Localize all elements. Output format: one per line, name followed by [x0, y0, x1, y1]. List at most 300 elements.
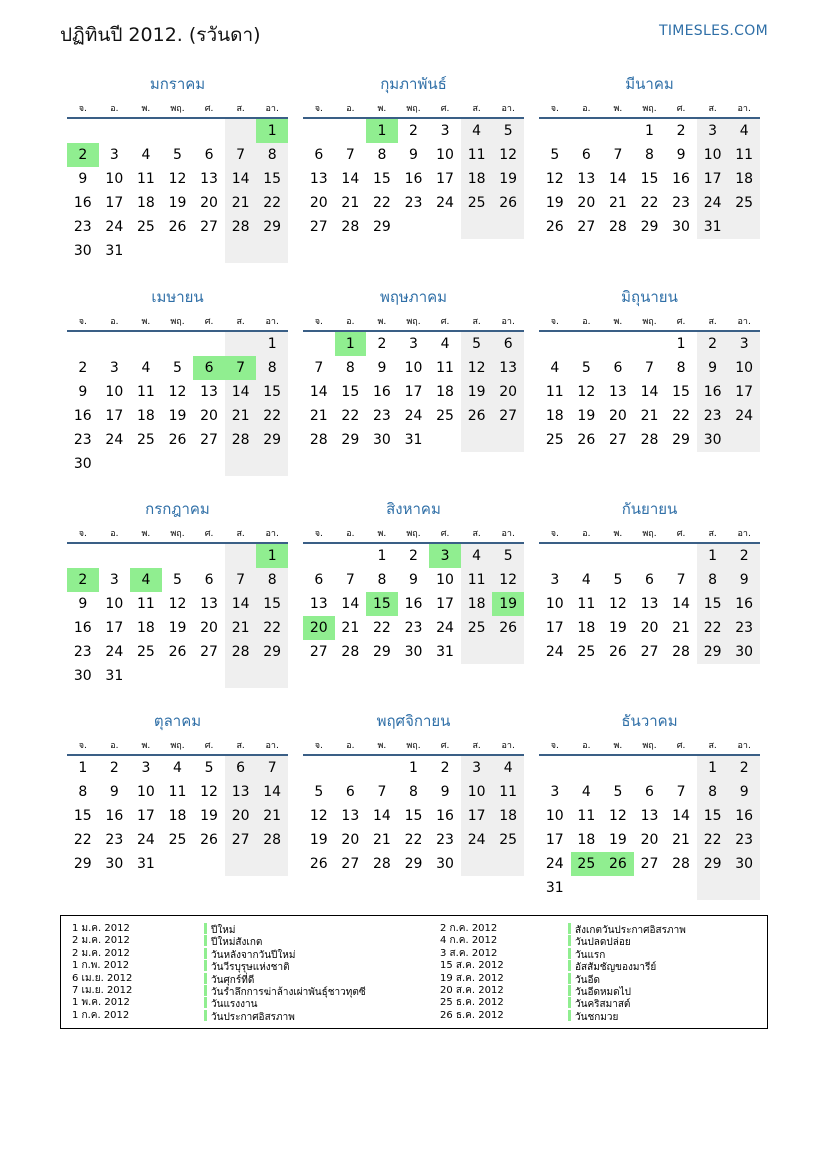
- day-cell: 11: [577, 808, 596, 824]
- weekday-header: อา.: [501, 741, 515, 751]
- weekend-empty-cell: [492, 852, 524, 876]
- day-cell: 8: [697, 568, 729, 592]
- brand-logo-text[interactable]: TIMESLES.COM: [659, 23, 768, 39]
- day-cell: 25: [728, 191, 760, 215]
- day-cell: 14: [672, 808, 690, 824]
- day-cell: 16: [436, 808, 454, 824]
- day-cell: 5: [173, 572, 182, 588]
- day-cell: 2: [440, 760, 450, 776]
- month-name: พฤษภาคม: [379, 287, 448, 306]
- holiday-name-row: [568, 997, 686, 1009]
- day-cell: 26: [461, 404, 493, 428]
- holiday-name-row: [204, 935, 366, 947]
- holiday-day-cell: 20: [303, 616, 335, 640]
- month-9: [539, 497, 760, 697]
- day-cell: 7: [613, 147, 623, 163]
- day-cell: 9: [728, 568, 760, 592]
- holiday-marker-icon: [204, 960, 207, 971]
- day-cell: 26: [545, 219, 564, 235]
- month-10: [67, 709, 288, 909]
- holiday-day-cell: 1: [366, 119, 398, 143]
- weekend-empty-cell: [461, 428, 493, 452]
- weekday-header: พ.: [141, 104, 151, 114]
- day-cell: 30: [372, 431, 391, 448]
- day-cell: 5: [613, 572, 623, 588]
- day-cell: 14: [372, 808, 391, 824]
- day-cell: 21: [672, 620, 690, 636]
- holiday-date: 20 ส.ค. 2012: [440, 984, 504, 996]
- day-cell: 27: [225, 828, 257, 852]
- holiday-name: วันหลังจากวันปีใหม่: [211, 949, 296, 961]
- holiday-marker-icon: [568, 1010, 571, 1021]
- day-cell: 1: [377, 548, 387, 564]
- weekday-header: อา.: [737, 529, 751, 539]
- day-cell: 5: [492, 119, 524, 143]
- holiday-names-column-2: [568, 923, 686, 1022]
- holiday-name: วันประกาศอิสรภาพ: [211, 1011, 295, 1023]
- day-cell: 8: [377, 572, 387, 588]
- day-cell: 3: [109, 147, 119, 163]
- weekday-header: ส.: [236, 316, 245, 327]
- day-cell: 30: [73, 668, 92, 684]
- day-cell: 29: [672, 431, 690, 448]
- day-cell: 2: [377, 335, 387, 352]
- day-cell: 24: [697, 191, 729, 215]
- weekday-header: จ.: [78, 104, 87, 114]
- day-cell: 30: [728, 640, 760, 664]
- weekday-header: ศ.: [440, 529, 450, 539]
- day-cell: 10: [545, 808, 564, 824]
- day-cell: 29: [73, 856, 92, 872]
- weekday-header: พ.: [613, 316, 623, 327]
- month-12: [539, 709, 760, 909]
- holiday-marker-icon: [568, 985, 571, 996]
- weekday-header: ศ.: [204, 104, 214, 114]
- day-cell: 19: [608, 620, 627, 636]
- holiday-name-row: [204, 1010, 366, 1022]
- holiday-marker-icon: [568, 935, 571, 946]
- weekday-header: ศ.: [440, 741, 450, 751]
- day-cell: 6: [314, 572, 324, 588]
- month-name: ตุลาคม: [153, 712, 202, 730]
- day-cell: 9: [676, 147, 686, 163]
- day-cell: 29: [372, 644, 391, 660]
- day-cell: 11: [136, 383, 155, 400]
- weekday-header: พ.: [141, 741, 151, 751]
- day-cell: 11: [577, 596, 596, 612]
- day-cell: 15: [256, 380, 288, 404]
- month-name: มีนาคม: [625, 75, 674, 93]
- day-cell: 4: [728, 119, 760, 143]
- day-cell: 26: [309, 856, 328, 872]
- holiday-day-cell: 4: [130, 568, 162, 592]
- holiday-marker-icon: [568, 960, 571, 971]
- weekday-header: พ.: [613, 104, 623, 114]
- weekend-empty-cell: [492, 215, 524, 239]
- weekday-header: พฤ.: [170, 741, 185, 751]
- day-cell: 15: [697, 804, 729, 828]
- day-cell: 22: [672, 407, 690, 424]
- day-cell: 11: [136, 596, 155, 612]
- weekday-header: ส.: [236, 104, 245, 114]
- day-cell: 20: [341, 832, 360, 848]
- weekday-header: พ.: [613, 741, 623, 751]
- holiday-marker-icon: [204, 985, 207, 996]
- weekday-header: จ.: [550, 529, 559, 539]
- holiday-date: 2 ก.ค. 2012: [440, 923, 498, 934]
- day-cell: 5: [492, 544, 524, 568]
- weekday-header: พ.: [141, 316, 151, 327]
- holiday-date: 1 ม.ค. 2012: [72, 923, 130, 934]
- day-cell: 22: [256, 191, 288, 215]
- weekday-header: ส.: [472, 529, 481, 539]
- day-cell: 19: [461, 380, 493, 404]
- weekday-header: อา.: [737, 316, 751, 327]
- month-8: [303, 497, 524, 697]
- day-cell: 17: [461, 804, 493, 828]
- weekday-header: อ.: [346, 104, 355, 114]
- holiday-name: วันแรงงาน: [211, 999, 258, 1011]
- weekday-header: พฤ.: [642, 529, 657, 539]
- day-cell: 22: [341, 407, 360, 424]
- weekday-header: จ.: [78, 529, 87, 539]
- day-cell: 8: [256, 356, 288, 380]
- holiday-name: วันปลดปล่อย: [575, 937, 631, 949]
- day-cell: 8: [676, 359, 686, 376]
- day-cell: 13: [341, 808, 360, 824]
- day-cell: 17: [697, 167, 729, 191]
- weekday-header: อ.: [582, 316, 591, 327]
- holiday-day-cell: 2: [67, 143, 99, 167]
- day-cell: 13: [200, 383, 218, 400]
- day-cell: 1: [697, 544, 729, 568]
- day-cell: 24: [105, 431, 124, 448]
- day-cell: 10: [436, 572, 454, 588]
- day-cell: 22: [640, 195, 659, 211]
- day-cell: 3: [550, 572, 560, 588]
- month-11: [303, 709, 524, 909]
- day-cell: 6: [204, 572, 214, 588]
- day-cell: 20: [200, 620, 218, 636]
- day-cell: 8: [345, 359, 355, 376]
- day-cell: 29: [640, 219, 659, 235]
- day-cell: 24: [436, 620, 454, 636]
- day-cell: 11: [545, 383, 564, 400]
- holiday-marker-icon: [568, 948, 571, 959]
- weekend-empty-cell: [697, 876, 729, 900]
- weekday-header: อา.: [265, 316, 279, 327]
- day-cell: 14: [341, 171, 360, 187]
- weekday-header: อ.: [346, 316, 355, 327]
- month-name: กรกฎาคม: [145, 500, 210, 518]
- day-cell: 16: [105, 808, 124, 824]
- day-cell: 3: [440, 123, 450, 139]
- weekday-header: อ.: [110, 316, 119, 327]
- day-cell: 15: [404, 808, 423, 824]
- day-cell: 22: [404, 832, 423, 848]
- day-cell: 24: [436, 195, 454, 211]
- day-cell: 24: [404, 407, 423, 424]
- day-cell: 21: [309, 407, 328, 424]
- holiday-marker-icon: [568, 923, 571, 934]
- day-cell: 28: [608, 219, 627, 235]
- holiday-name-row: [204, 948, 366, 960]
- weekday-header: อ.: [346, 741, 355, 751]
- day-cell: 2: [109, 760, 119, 776]
- weekend-empty-cell: [728, 215, 760, 239]
- holiday-day-cell: 1: [256, 119, 288, 143]
- day-cell: 27: [309, 219, 328, 235]
- day-cell: 12: [200, 784, 218, 800]
- day-cell: 11: [461, 568, 493, 592]
- day-cell: 28: [672, 856, 690, 872]
- day-cell: 15: [256, 167, 288, 191]
- day-cell: 18: [436, 383, 454, 400]
- day-cell: 14: [640, 383, 659, 400]
- day-cell: 25: [168, 832, 187, 848]
- day-cell: 12: [168, 596, 187, 612]
- weekday-header: ส.: [708, 529, 717, 539]
- weekday-header: อ.: [110, 529, 119, 539]
- holiday-marker-icon: [204, 948, 207, 959]
- holiday-day-cell: 2: [67, 568, 99, 592]
- holiday-legend: [60, 915, 768, 1029]
- holiday-name-row: [568, 960, 686, 972]
- holiday-marker-icon: [204, 935, 207, 946]
- weekday-header: ศ.: [676, 529, 686, 539]
- day-cell: 27: [608, 431, 627, 448]
- day-cell: 13: [309, 596, 328, 612]
- weekend-empty-cell: [256, 239, 288, 263]
- weekday-header: พ.: [377, 104, 387, 114]
- month-6: [539, 285, 760, 485]
- weekday-header: อา.: [737, 741, 751, 751]
- day-cell: 25: [136, 431, 155, 448]
- day-cell: 29: [697, 852, 729, 876]
- day-cell: 13: [309, 171, 328, 187]
- weekday-header: พ.: [141, 529, 151, 539]
- day-cell: 23: [404, 620, 423, 636]
- day-cell: 28: [256, 828, 288, 852]
- day-cell: 27: [200, 219, 218, 235]
- day-cell: 5: [581, 359, 591, 376]
- day-cell: 1: [78, 760, 88, 776]
- holiday-marker-icon: [204, 1010, 207, 1021]
- weekday-header: จ.: [550, 104, 559, 114]
- day-cell: 31: [436, 644, 454, 660]
- day-cell: 11: [436, 359, 454, 376]
- day-cell: 14: [309, 383, 328, 400]
- day-cell: 23: [672, 195, 690, 211]
- month-4: [67, 285, 288, 485]
- day-cell: 23: [436, 832, 454, 848]
- day-cell: 12: [168, 171, 187, 187]
- day-cell: 6: [492, 332, 524, 356]
- day-cell: 28: [225, 640, 257, 664]
- day-cell: 18: [136, 195, 155, 211]
- holiday-name-row: [204, 923, 366, 935]
- day-cell: 22: [697, 828, 729, 852]
- day-cell: 8: [409, 784, 418, 800]
- day-cell: 31: [545, 880, 564, 896]
- day-cell: 25: [461, 616, 493, 640]
- weekday-header: อ.: [110, 104, 119, 114]
- holiday-day-cell: 1: [256, 544, 288, 568]
- day-cell: 17: [728, 380, 760, 404]
- day-cell: 20: [200, 407, 218, 424]
- weekday-header: อา.: [265, 104, 279, 114]
- day-cell: 24: [545, 644, 564, 660]
- day-cell: 17: [545, 620, 564, 636]
- day-cell: 30: [404, 644, 423, 660]
- day-cell: 10: [436, 147, 454, 163]
- weekday-header: พฤ.: [406, 529, 421, 539]
- weekend-empty-cell: [461, 640, 493, 664]
- weekday-header: จ.: [550, 741, 559, 751]
- day-cell: 21: [608, 195, 627, 211]
- day-cell: 22: [73, 832, 92, 848]
- day-cell: 7: [314, 359, 324, 376]
- holiday-marker-icon: [204, 923, 207, 934]
- weekday-header: พฤ.: [642, 741, 657, 751]
- day-cell: 12: [492, 143, 524, 167]
- day-cell: 27: [577, 219, 596, 235]
- day-cell: 4: [461, 544, 493, 568]
- weekday-header: อา.: [737, 104, 751, 114]
- day-cell: 15: [672, 383, 690, 400]
- day-cell: 21: [672, 832, 690, 848]
- day-cell: 9: [78, 383, 88, 400]
- day-cell: 23: [404, 195, 423, 211]
- day-cell: 14: [672, 596, 690, 612]
- day-cell: 10: [105, 171, 124, 187]
- holiday-name: วันวีรบุรุษแห่งชาติ: [211, 962, 290, 974]
- day-cell: 20: [640, 620, 659, 636]
- day-cell: 25: [577, 644, 596, 660]
- day-cell: 14: [256, 780, 288, 804]
- day-cell: 23: [73, 219, 92, 235]
- holiday-name: ปีใหม่สังเกต: [211, 937, 263, 949]
- day-cell: 19: [200, 808, 218, 824]
- day-cell: 21: [256, 804, 288, 828]
- month-name: ธันวาคม: [621, 712, 678, 730]
- day-cell: 19: [577, 407, 596, 424]
- month-1: [67, 72, 288, 272]
- day-cell: 25: [136, 644, 155, 660]
- holiday-names-column-1: [204, 923, 366, 1022]
- day-cell: 12: [168, 383, 187, 400]
- day-cell: 9: [377, 359, 387, 376]
- day-cell: 21: [225, 191, 257, 215]
- day-cell: 23: [372, 407, 391, 424]
- holiday-date: 7 เม.ย. 2012: [72, 984, 133, 996]
- day-cell: 18: [577, 620, 596, 636]
- day-cell: 30: [73, 243, 92, 259]
- day-cell: 19: [168, 620, 187, 636]
- day-cell: 31: [404, 431, 423, 448]
- weekday-header: จ.: [314, 529, 323, 539]
- day-cell: 6: [613, 359, 623, 376]
- day-cell: 3: [728, 332, 760, 356]
- month-name: เมษายน: [151, 287, 204, 306]
- weekday-header: ส.: [472, 104, 481, 114]
- day-cell: 26: [200, 832, 218, 848]
- weekday-header: อา.: [501, 316, 515, 327]
- day-cell: 6: [225, 756, 257, 780]
- weekday-header: พฤ.: [170, 104, 185, 114]
- day-cell: 4: [461, 119, 493, 143]
- weekend-empty-cell: [728, 876, 760, 900]
- weekday-header: อ.: [346, 529, 355, 539]
- day-cell: 3: [109, 359, 119, 376]
- holiday-marker-icon: [568, 997, 571, 1008]
- weekday-header: ศ.: [204, 741, 214, 751]
- weekday-header: พ.: [377, 529, 387, 539]
- day-cell: 18: [136, 407, 155, 424]
- day-cell: 26: [168, 219, 187, 235]
- weekday-header: อา.: [501, 104, 515, 114]
- day-cell: 17: [105, 195, 124, 211]
- day-cell: 29: [341, 431, 360, 448]
- day-cell: 14: [225, 167, 257, 191]
- day-cell: 6: [204, 147, 214, 163]
- day-cell: 23: [697, 404, 729, 428]
- day-cell: 29: [256, 640, 288, 664]
- weekday-header: ส.: [236, 529, 245, 539]
- day-cell: 10: [136, 784, 155, 800]
- weekday-header: จ.: [550, 316, 559, 327]
- holiday-date: 2 ม.ค. 2012: [72, 935, 130, 947]
- day-cell: 27: [200, 431, 218, 448]
- holiday-day-cell: 15: [366, 592, 398, 616]
- weekday-header: ส.: [236, 741, 245, 751]
- month-name: กันยายน: [621, 500, 678, 518]
- day-cell: 25: [461, 191, 493, 215]
- holiday-name-row: [204, 997, 366, 1009]
- holiday-name-row: [568, 935, 686, 947]
- day-cell: 8: [645, 147, 654, 163]
- day-cell: 17: [105, 407, 124, 424]
- day-cell: 13: [492, 356, 524, 380]
- weekday-header: ศ.: [440, 104, 450, 114]
- weekday-header: ส.: [472, 741, 481, 751]
- month-2: [303, 72, 524, 272]
- day-cell: 5: [550, 147, 560, 163]
- holiday-day-cell: 26: [602, 852, 634, 876]
- day-cell: 7: [377, 784, 387, 800]
- day-cell: 22: [372, 620, 391, 636]
- day-cell: 7: [225, 143, 257, 167]
- day-cell: 10: [404, 359, 423, 376]
- weekend-empty-cell: [225, 119, 257, 143]
- day-cell: 5: [613, 784, 623, 800]
- day-cell: 2: [78, 359, 88, 376]
- day-cell: 18: [728, 167, 760, 191]
- day-cell: 21: [341, 620, 360, 636]
- holiday-name: วันรำลึกการฆ่าล้างเผ่าพันธุ์ชาวทุตซี: [211, 986, 366, 998]
- month-name: พฤศจิกายน: [376, 712, 451, 730]
- day-cell: 19: [168, 195, 187, 211]
- day-cell: 16: [672, 171, 690, 187]
- day-cell: 29: [697, 640, 729, 664]
- weekend-empty-cell: [225, 664, 257, 688]
- day-cell: 12: [461, 356, 493, 380]
- weekend-empty-cell: [256, 452, 288, 476]
- day-cell: 28: [640, 431, 659, 448]
- day-cell: 10: [545, 596, 564, 612]
- day-cell: 14: [225, 592, 257, 616]
- day-cell: 9: [409, 572, 418, 588]
